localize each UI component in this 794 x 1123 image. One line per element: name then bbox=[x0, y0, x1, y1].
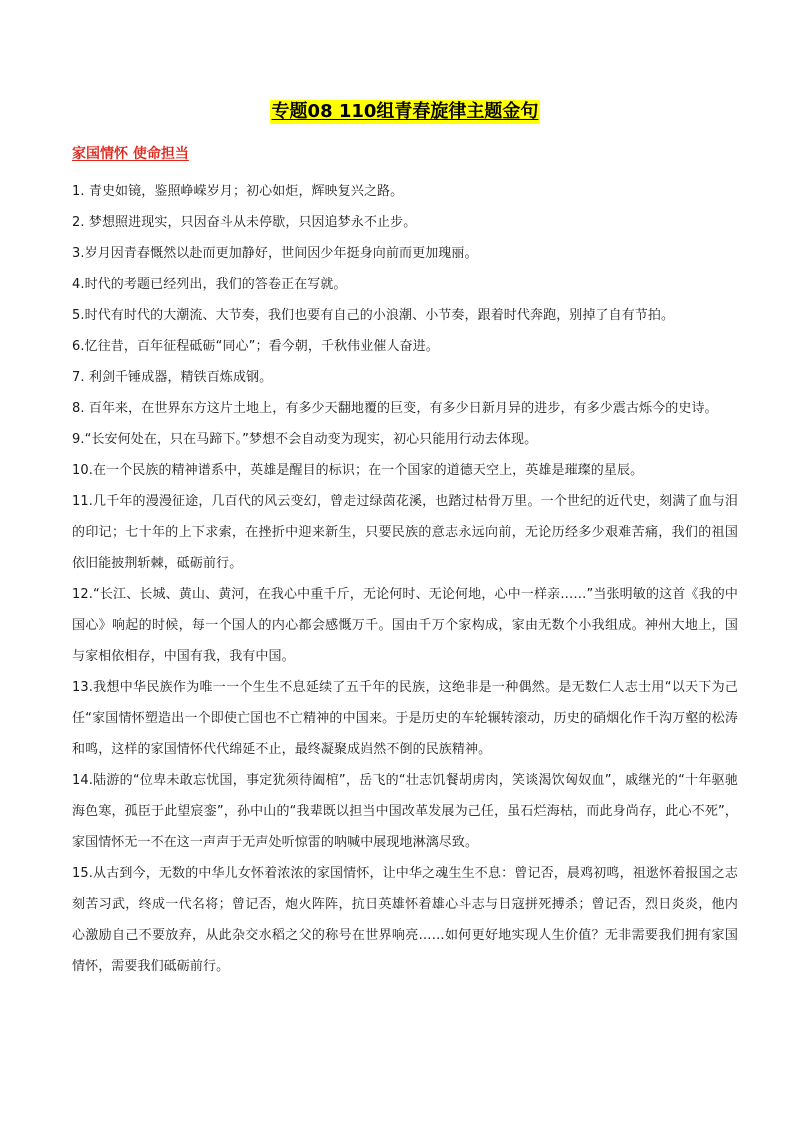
quote-item bbox=[72, 455, 738, 486]
quote-number: 2. bbox=[72, 215, 89, 230]
quote-item bbox=[72, 238, 738, 269]
quote-item bbox=[72, 765, 738, 858]
quote-text: 从古到今，无数的中华儿女怀着浓浓的家国情怀，让中华之魂生生不息：曾记否，晨鸡初鸣，祖逖怀着报国之志刻苦习武，终成一代名将；曾记否，炮火阵阵，抗日英雄怀着雄心斗志与日寇拼死搏杀；曾记否，烈日炎炎，他内心激励自己不要放弃，从此杂交水稻之父的称号在世界响亮……如何更好地实现人生价值？无非需要我们拥有家国情怀，需要我们砥砺前行。 bbox=[72, 866, 738, 974]
quote-number: 9. bbox=[72, 432, 85, 447]
quote-item bbox=[72, 393, 738, 424]
quote-number: 7. bbox=[72, 370, 89, 385]
quote-text: 时代有时代的大潮流、大节奏，我们也要有自己的小浪潮、小节奏，跟着时代奔跑，别掉了自有节拍。 bbox=[84, 308, 675, 323]
quote-text: 时代的考题已经列出，我们的答卷正在写就。 bbox=[84, 277, 347, 292]
quote-number: 13. bbox=[72, 680, 93, 695]
quote-text: 陆游的“位卑未敢忘忧国，事定犹须待阖棺”，岳飞的“壮志饥餐胡虏肉，笑谈渴饮匈奴血”，戚继光的“十年驱驰海色寒，孤臣于此望宸銮”，孙中山的“我辈既以担当中国改革发展为己任，虽石烂海枯，而此身尚存，此心不死”，家国情怀无一不在这一声声于无声处听惊雷的呐喊中展现地淋漓尽致。 bbox=[72, 773, 738, 850]
document-page bbox=[72, 100, 738, 982]
quote-list bbox=[72, 176, 738, 982]
quote-text: 梦想照进现实，只因奋斗从未停歇，只因追梦永不止步。 bbox=[88, 215, 417, 230]
quote-item bbox=[72, 207, 738, 238]
quote-number: 6. bbox=[72, 339, 85, 354]
quote-text: “长安何处在，只在马蹄下。”梦想不会自动变为现实，初心只能用行动去体现。 bbox=[84, 432, 538, 447]
quote-text: 利剑千锤成器，精铁百炼成钢。 bbox=[88, 370, 273, 385]
quote-number: 1. bbox=[72, 184, 89, 199]
quote-item bbox=[72, 672, 738, 765]
quote-number: 10. bbox=[72, 463, 93, 478]
quote-number: 15. bbox=[72, 866, 93, 881]
quote-text: 在一个民族的精神谱系中，英雄是醒目的标识；在一个国家的道德天空上，英雄是璀璨的星辰。 bbox=[92, 463, 644, 478]
quote-item bbox=[72, 858, 738, 982]
quote-item bbox=[72, 269, 738, 300]
quote-number: 11. bbox=[72, 494, 93, 509]
quote-text: “长江、长城、黄山、黄河，在我心中重千斤，无论何时、无论何地，心中一样亲……”当张明敏的这首《我的中国心》响起的时候，每一个国人的内心都会感慨万千。国由千万个家构成，家由无数个小我组成。神州大地上，国与家相依相存，中国有我，我有中国。 bbox=[72, 587, 738, 664]
title-row bbox=[72, 100, 738, 132]
section-heading: 家国情怀 使命担当 bbox=[72, 146, 189, 162]
quote-text: 青史如镜，鉴照峥嵘岁月；初心如炬，辉映复兴之路。 bbox=[88, 184, 404, 199]
quote-item bbox=[72, 362, 738, 393]
quote-item bbox=[72, 424, 738, 455]
quote-item bbox=[72, 486, 738, 579]
quote-text: 忆往昔，百年征程砥砺“同心”；看今朝，千秋伟业催人奋进。 bbox=[84, 339, 439, 354]
document-title: 专题08 110组青春旋律主题金句 bbox=[271, 101, 539, 122]
quote-number: 14. bbox=[72, 773, 93, 788]
quote-item bbox=[72, 176, 738, 207]
quote-item bbox=[72, 579, 738, 672]
quote-number: 12. bbox=[72, 587, 93, 602]
quote-item bbox=[72, 331, 738, 362]
quote-number: 4. bbox=[72, 277, 85, 292]
quote-text: 我想中华民族作为唯一一个生生不息延续了五千年的民族，这绝非是一种偶然。是无数仁人志士用“以天下为己任“家国情怀塑造出一个即使亡国也不亡精神的中国来。于是历史的车轮辗转滚动，历史的硝烟化作千沟万壑的松涛和鸣，这样的家国情怀代代绵延不止，最终凝聚成岿然不倒的民族精神。 bbox=[72, 680, 738, 757]
quote-number: 5. bbox=[72, 308, 85, 323]
quote-number: 8. bbox=[72, 401, 89, 416]
quote-item bbox=[72, 300, 738, 331]
quote-text: 几千年的漫漫征途，几百代的风云变幻，曾走过绿茵花溪，也踏过枯骨万里。一个世纪的近代史，刻满了血与泪的印记；七十年的上下求索，在挫折中迎来新生，只要民族的意志永远向前，无论历经多少艰难苦痛，我们的祖国依旧能披荆斩棘，砥砺前行。 bbox=[72, 494, 738, 571]
quote-text: 百年来，在世界东方这片土地上，有多少天翻地覆的巨变，有多少日新月异的进步，有多少震古烁今的史诗。 bbox=[88, 401, 718, 416]
quote-text: 岁月因青春慨然以赴而更加静好，世间因少年挺身向前而更加瑰丽。 bbox=[84, 246, 478, 261]
quote-number: 3. bbox=[72, 246, 85, 261]
